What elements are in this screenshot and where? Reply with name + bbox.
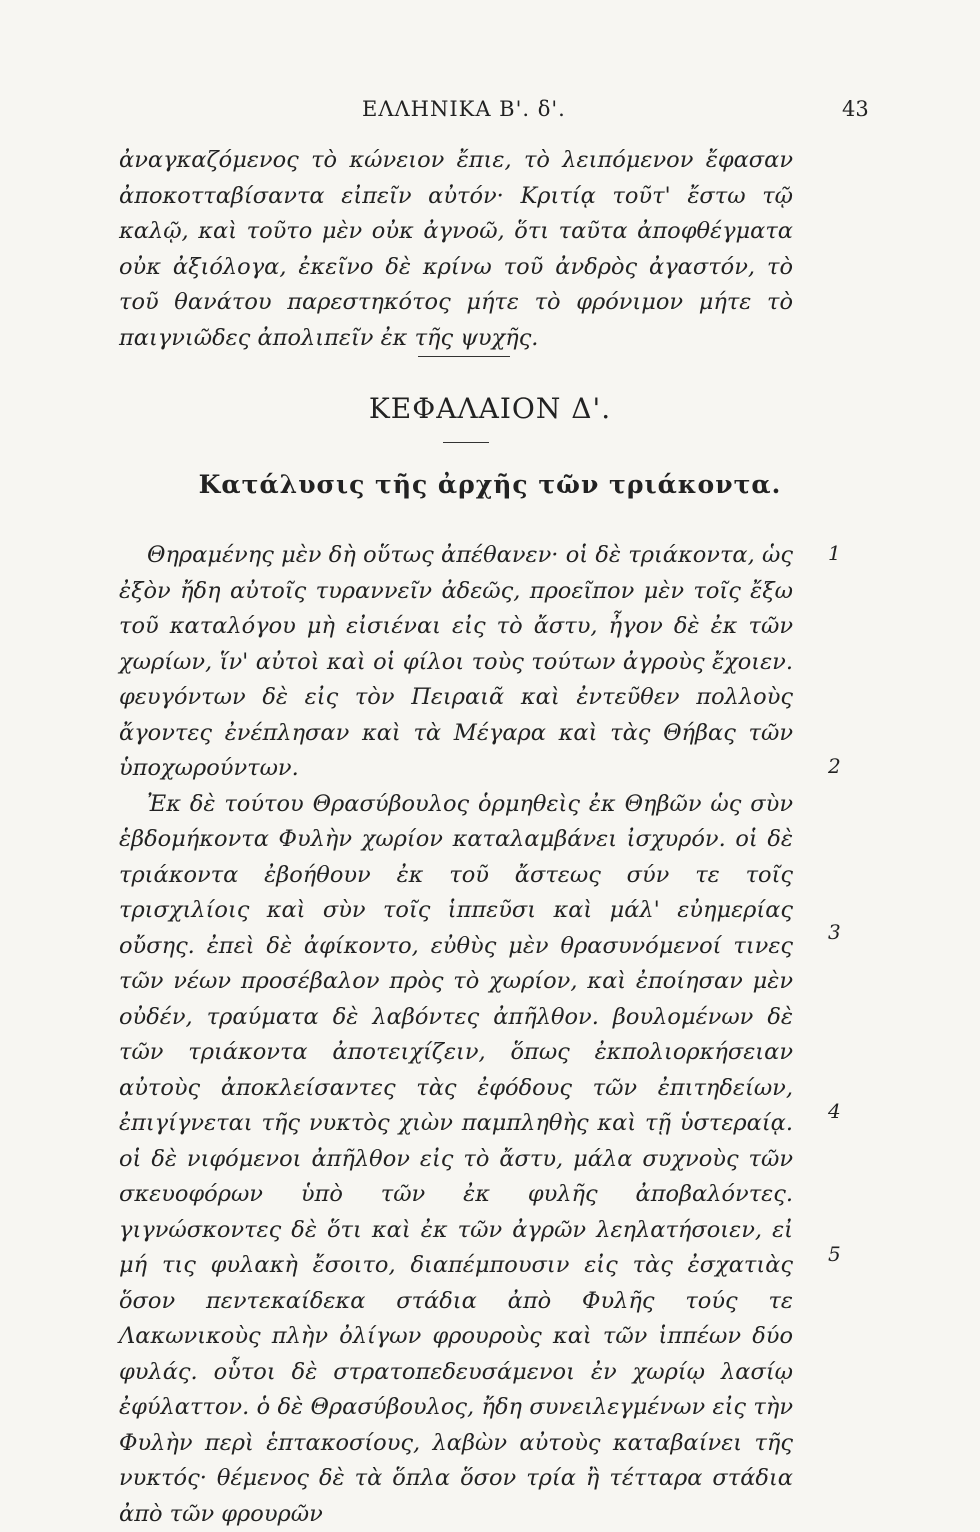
section-number-2: 2: [828, 754, 841, 778]
section-number-4: 4: [828, 1099, 841, 1123]
divider-rule-lower: [443, 442, 489, 443]
chapter-title: ΚΕΦΑΛΑΙΟΝ Δ'.: [0, 392, 980, 425]
section-number-3: 3: [828, 920, 841, 944]
page-number: 43: [842, 97, 869, 121]
divider-rule-upper: [418, 356, 510, 357]
running-head: [0, 97, 980, 127]
running-title: ΕΛΛΗΝΙΚΑ Β'. δ'.: [362, 97, 566, 121]
opening-paragraph: ἀναγκαζόμενος τὸ κώνειον ἔπιε, τὸ λειπόμενον ἔφασαν ἀποκοτταβίσαντα εἰπεῖν αὐτόν· Κριτίᾳ τοῦτ' ἔστω τῷ καλῷ, καὶ τοῦτο μὲν οὐκ ἀγνοῶ, ὅτι ταῦτα ἀποφθέγματα οὐκ ἀξιόλογα, ἐκεῖνο δὲ κρίνω τοῦ ἀνδρὸς ἀγαστόν, τὸ τοῦ θανάτου παρεστηκότος μήτε τὸ φρόνιμον μήτε τὸ παιγνιῶδες ἀπολιπεῖν ἐκ τῆς ψυχῆς.: [119, 143, 793, 356]
section-number-1: 1: [828, 541, 841, 565]
opening-text-block: [119, 143, 793, 356]
main-text-block: [119, 538, 793, 1532]
paragraph-2: Ἐκ δὲ τούτου Θρασύβουλος ὁρμηθεὶς ἐκ Θηβῶν ὡς σὺν ἑβδομήκοντα Φυλὴν χωρίον καταλαμβάνει ἰσχυρόν. οἱ δὲ τριάκοντα ἐβοήθουν ἐκ τοῦ ἄστεως σύν τε τοῖς τρισχιλίοις καὶ σὺν τοῖς ἱππεῦσι καὶ μάλ' εὐημερίας οὔσης. ἐπεὶ δὲ ἀφίκοντο, εὐθὺς μὲν θρασυνόμενοί τινες τῶν νέων προσέβαλον πρὸς τὸ χωρίον, καὶ ἐποίησαν μὲν οὐδέν, τραύματα δὲ λαβόντες ἀπῆλθον. βουλομένων δὲ τῶν τριάκοντα ἀποτειχίζειν, ὅπως ἐκπολιορκήσειαν αὐτοὺς ἀποκλείσαντες τὰς ἐφόδους τῶν ἐπιτηδείων, ἐπιγίγνεται τῆς νυκτὸς χιὼν παμπληθὴς καὶ τῇ ὑστεραίᾳ. οἱ δὲ νιφόμενοι ἀπῆλθον εἰς τὸ ἄστυ, μάλα συχνοὺς τῶν σκευοφόρων ὑπὸ τῶν ἐκ φυλῆς ἀποβαλόντες. γιγνώσκοντες δὲ ὅτι καὶ ἐκ τῶν ἀγρῶν λεηλατήσοιεν, εἰ μή τις φυλακὴ ἔσοιτο, διαπέμπουσιν εἰς τὰς ἐσχατιὰς ὅσον πεντεκαίδεκα στάδια ἀπὸ Φυλῆς τούς τε Λακωνικοὺς πλὴν ὀλίγων φρουροὺς καὶ τῶν ἱππέων δύο φυλάς. οὗτοι δὲ στρατοπεδευσάμενοι ἐν χωρίῳ λασίῳ ἐφύλαττον. ὁ δὲ Θρασύβουλος, ἤδη συνειλεγμένων εἰς τὴν Φυλὴν περὶ ἑπτακοσίους, λαβὼν αὐτοὺς καταβαίνει τῆς νυκτός· θέμενος δὲ τὰ ὅπλα ὅσον τρία ἢ τέτταρα στάδια ἀπὸ τῶν φρουρῶν: [119, 787, 793, 1532]
section-number-5: 5: [828, 1242, 841, 1266]
chapter-subtitle: Κατάλυσις τῆς ἀρχῆς τῶν τριάκοντα.: [0, 470, 980, 499]
paragraph-1: Θηραμένης μὲν δὴ οὕτως ἀπέθανεν· οἱ δὲ τριάκοντα, ὡς ἐξὸν ἤδη αὐτοῖς τυραννεῖν ἀδεῶς, προεῖπον μὲν τοῖς ἔξω τοῦ καταλόγου μὴ εἰσιέναι εἰς τὸ ἄστυ, ἦγον δὲ ἐκ τῶν χωρίων, ἵν' αὐτοὶ καὶ οἱ φίλοι τοὺς τούτων ἀγροὺς ἔχοιεν. φευγόντων δὲ εἰς τὸν Πειραιᾶ καὶ ἐντεῦθεν πολλοὺς ἄγοντες ἐνέπλησαν καὶ τὰ Μέγαρα καὶ τὰς Θήβας τῶν ὑποχωρούντων.: [119, 538, 793, 787]
